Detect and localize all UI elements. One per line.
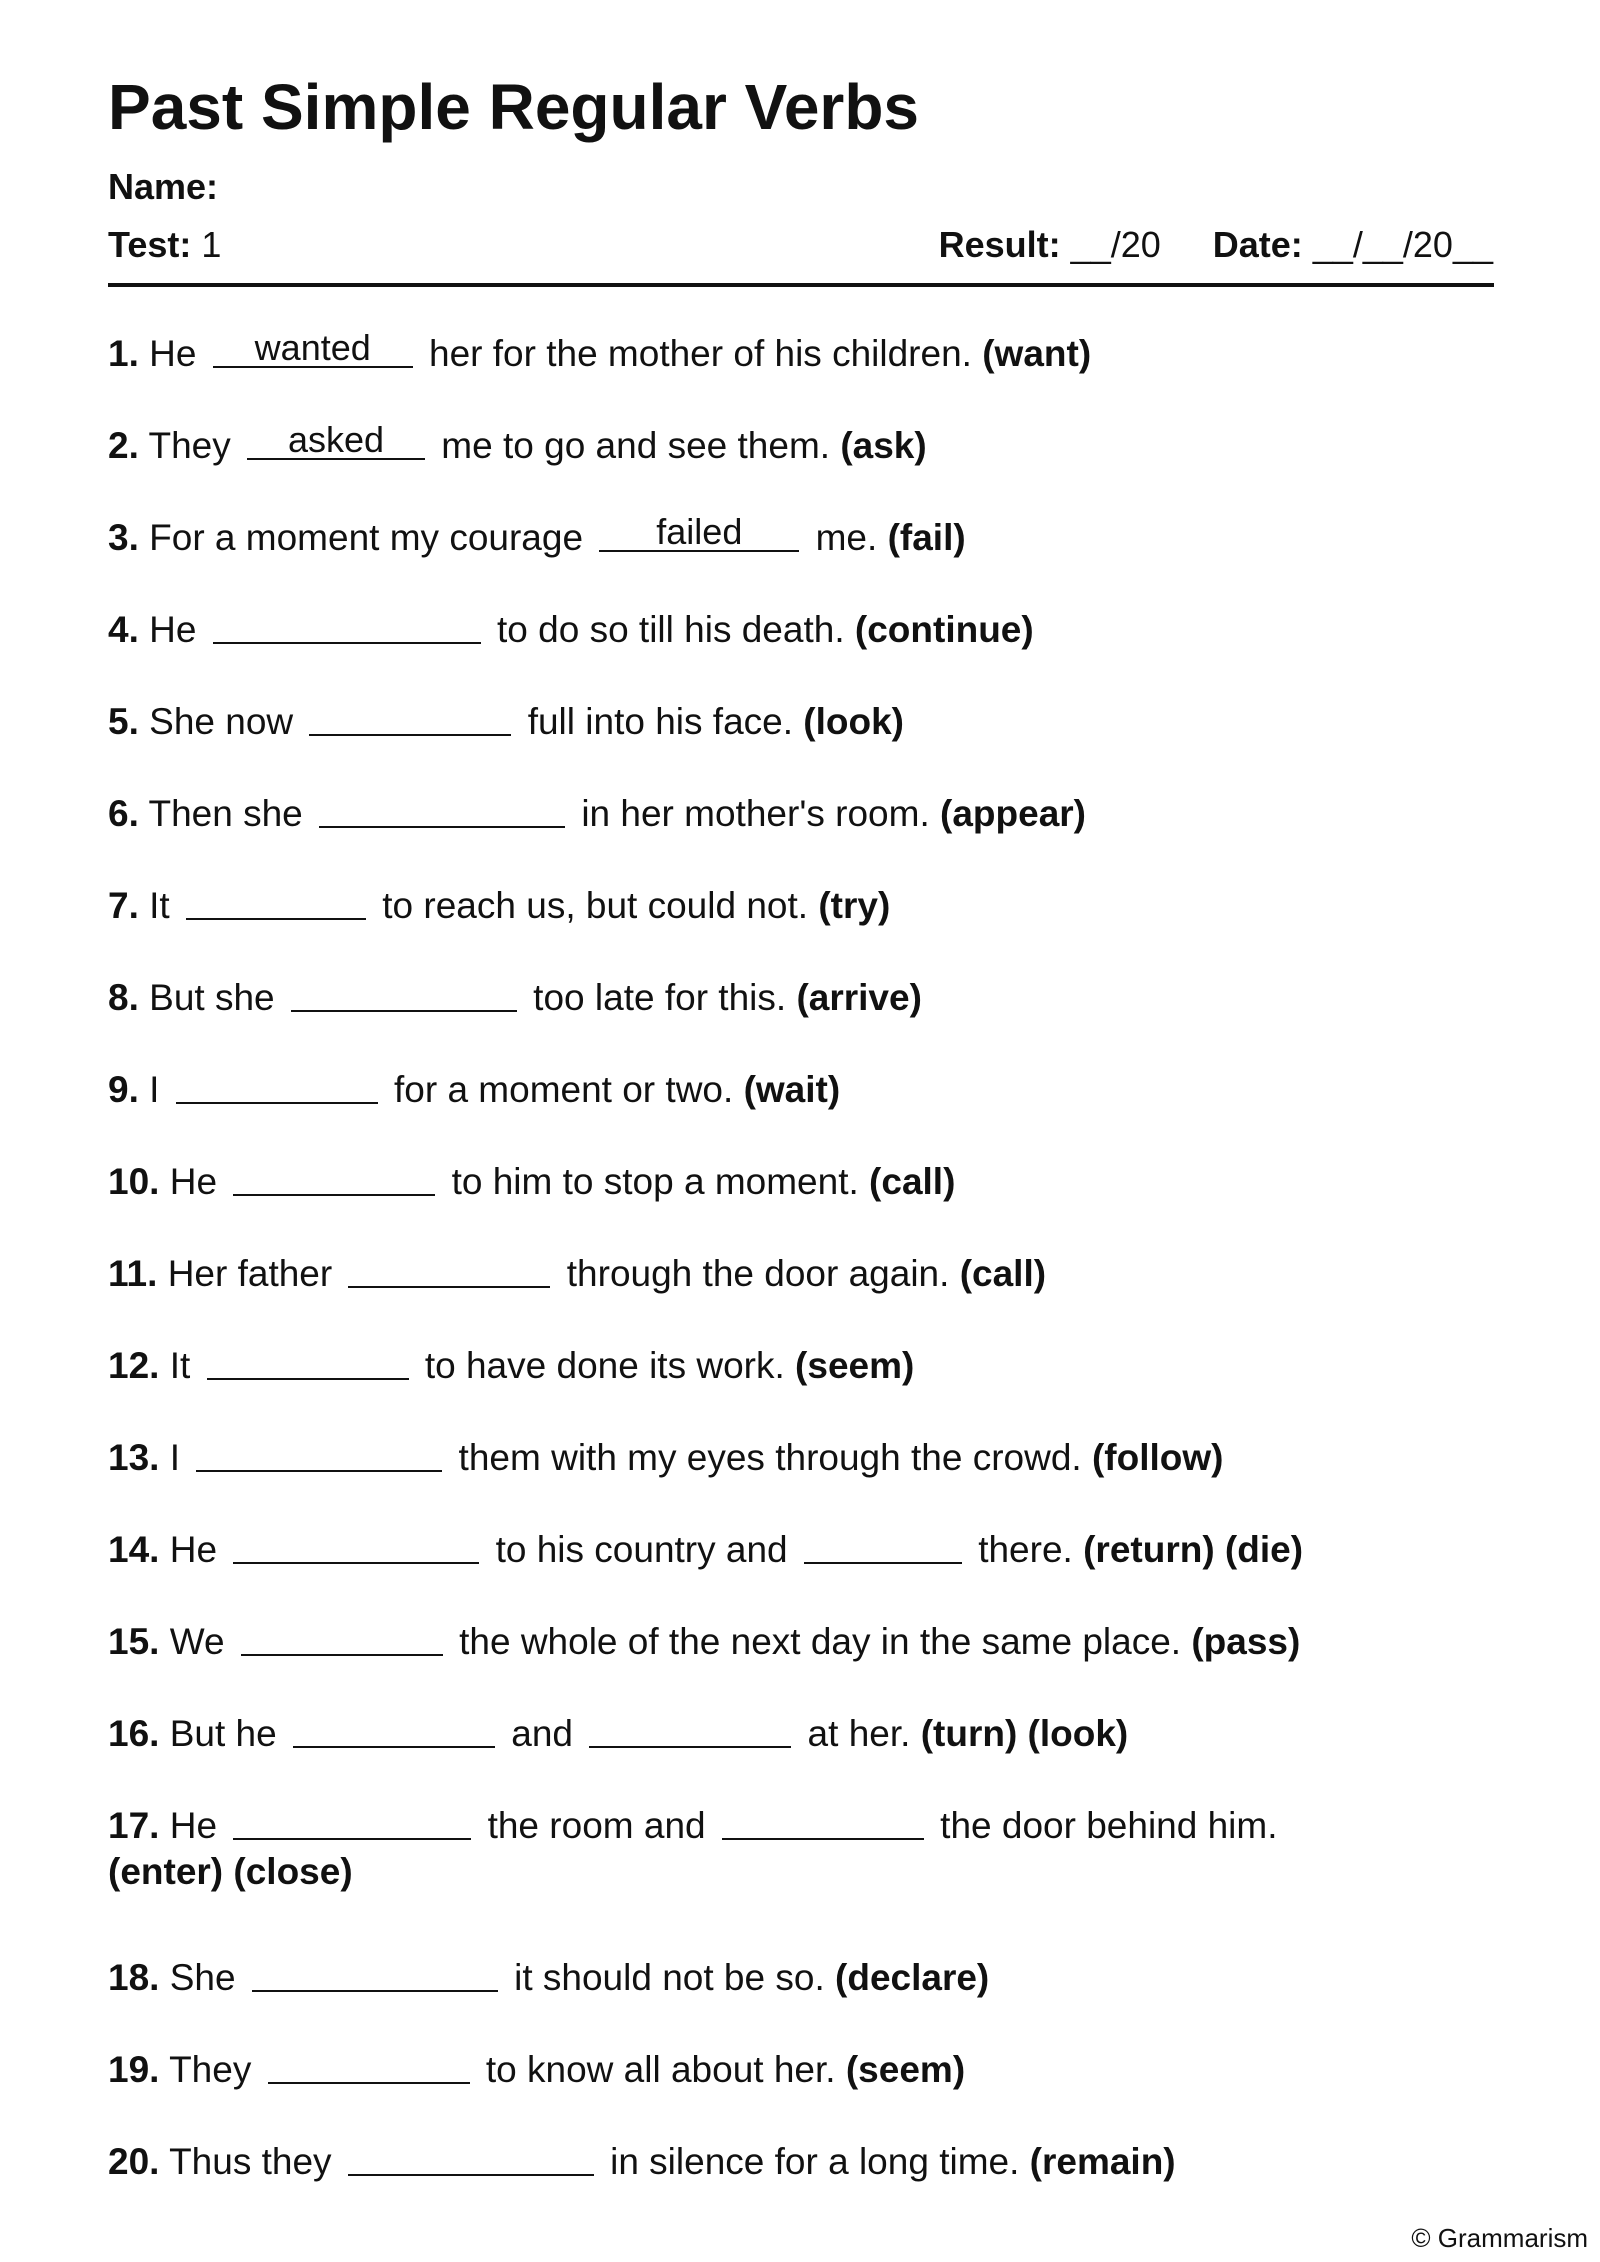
question-2 xyxy=(108,419,1498,469)
verb-hint: (ask) xyxy=(840,425,927,466)
question-text: But she xyxy=(149,977,285,1018)
question-text: to have done its work. xyxy=(414,1345,796,1386)
answer-blank[interactable] xyxy=(293,1710,495,1748)
question-text: They xyxy=(169,2049,262,2090)
verb-hint: (continue) xyxy=(854,609,1034,650)
question-number: 5. xyxy=(108,701,139,742)
question-number: 8. xyxy=(108,977,139,1018)
copyright-footer: © Grammarism xyxy=(1411,2223,1588,2253)
question-16 xyxy=(108,1710,1498,1757)
question-text: He xyxy=(149,609,207,650)
verb-hint: (fail) xyxy=(887,517,966,558)
question-text: He xyxy=(169,1161,228,1202)
answer-text: failed xyxy=(656,511,743,552)
answer-blank[interactable] xyxy=(213,327,413,368)
question-10 xyxy=(108,1158,1498,1205)
question-12 xyxy=(108,1342,1498,1389)
question-text: to reach us, but could not. xyxy=(371,885,819,926)
question-text: me to go and see them. xyxy=(431,425,841,466)
question-text: Her father xyxy=(167,1253,343,1294)
question-17 xyxy=(108,1802,1498,1895)
question-7 xyxy=(108,882,1498,929)
question-13 xyxy=(108,1434,1498,1481)
question-9 xyxy=(108,1066,1498,1113)
verb-hint: (appear) xyxy=(940,793,1087,834)
question-text: to do so till his death. xyxy=(486,609,855,650)
question-text: the room and xyxy=(477,1805,716,1846)
answer-blank[interactable] xyxy=(589,1710,791,1748)
question-text: Thus they xyxy=(169,2141,342,2182)
answer-blank[interactable] xyxy=(348,1250,550,1288)
test-info xyxy=(108,224,221,266)
question-number: 19. xyxy=(108,2049,160,2090)
question-text: me. xyxy=(805,517,888,558)
question-number: 3. xyxy=(108,517,139,558)
verb-hint: (return) (die) xyxy=(1083,1529,1304,1570)
question-4 xyxy=(108,606,1498,653)
answer-blank[interactable] xyxy=(233,1526,479,1564)
question-text: We xyxy=(169,1621,235,1662)
question-20 xyxy=(108,2138,1498,2185)
question-number: 18. xyxy=(108,1957,160,1998)
question-number: 11. xyxy=(108,1253,158,1294)
verb-hint: (seem) xyxy=(845,2049,966,2090)
question-number: 7. xyxy=(108,885,139,926)
verb-hint: (try) xyxy=(818,885,891,926)
question-text: to his country and xyxy=(485,1529,798,1570)
question-number: 10. xyxy=(108,1161,160,1202)
question-number: 14. xyxy=(108,1529,160,1570)
verb-hint: (remain) xyxy=(1029,2141,1176,2182)
date-field xyxy=(1213,224,1493,266)
verb-hint: (wait) xyxy=(743,1069,841,1110)
question-number: 1. xyxy=(108,333,139,374)
verb-hint: (want) xyxy=(982,333,1092,374)
answer-blank[interactable] xyxy=(186,882,366,920)
question-text: He xyxy=(169,1529,228,1570)
question-14 xyxy=(108,1526,1498,1573)
question-text: and xyxy=(500,1713,584,1754)
question-1 xyxy=(108,327,1498,377)
question-number: 9. xyxy=(108,1069,139,1110)
header-divider xyxy=(108,283,1494,287)
answer-blank[interactable] xyxy=(176,1066,378,1104)
name-label: Name: xyxy=(108,166,219,207)
question-number: 15. xyxy=(108,1621,160,1662)
question-text: the door behind him. xyxy=(929,1805,1278,1846)
answer-blank[interactable] xyxy=(233,1802,471,1840)
test-label: Test: xyxy=(108,224,192,265)
result-date-info xyxy=(939,224,1493,266)
question-text: He xyxy=(149,333,207,374)
question-text: the whole of the next day in the same place. xyxy=(448,1621,1192,1662)
question-number: 4. xyxy=(108,609,139,650)
verb-hint: (look) xyxy=(803,701,904,742)
test-value: 1 xyxy=(201,224,222,265)
answer-blank[interactable] xyxy=(268,2046,470,2084)
answer-blank[interactable] xyxy=(599,511,799,552)
question-text: For a moment my courage xyxy=(149,517,594,558)
verb-hint: (call) xyxy=(869,1161,956,1202)
question-18 xyxy=(108,1954,1498,2001)
question-text: there. xyxy=(967,1529,1084,1570)
verb-hint: (arrive) xyxy=(796,977,922,1018)
question-text: She xyxy=(169,1957,246,1998)
question-number: 16. xyxy=(108,1713,160,1754)
question-text: He xyxy=(169,1805,228,1846)
question-text: It xyxy=(149,885,180,926)
answer-text: asked xyxy=(287,419,385,460)
question-text: her for the mother of his children. xyxy=(418,333,983,374)
question-text: It xyxy=(169,1345,201,1386)
verb-hint: (seem) xyxy=(795,1345,915,1386)
answer-blank[interactable] xyxy=(207,1342,409,1380)
verb-hint: (call) xyxy=(959,1253,1047,1294)
question-6 xyxy=(108,790,1498,837)
question-number: 20. xyxy=(108,2141,160,2182)
question-text: I xyxy=(149,1069,170,1110)
question-number: 2. xyxy=(108,425,139,466)
answer-text: wanted xyxy=(254,327,371,368)
answer-blank[interactable] xyxy=(252,1954,498,1992)
question-text: for a moment or two. xyxy=(383,1069,744,1110)
date-value: __/__/20__ xyxy=(1312,224,1493,265)
result-value: __/20 xyxy=(1070,224,1161,265)
answer-blank[interactable] xyxy=(309,698,511,736)
question-3 xyxy=(108,511,1498,561)
question-text: to know all about her. xyxy=(475,2049,846,2090)
question-number: 17. xyxy=(108,1805,160,1846)
date-label: Date: xyxy=(1212,224,1303,265)
question-8 xyxy=(108,974,1498,1021)
question-text: in silence for a long time. xyxy=(599,2141,1030,2182)
question-11 xyxy=(108,1250,1498,1297)
verb-hint: (declare) xyxy=(835,1957,990,1998)
answer-blank[interactable] xyxy=(241,1618,443,1656)
question-text: She now xyxy=(149,701,304,742)
question-15 xyxy=(108,1618,1498,1665)
question-text: in her mother's room. xyxy=(571,793,941,834)
result-label: Result: xyxy=(938,224,1061,265)
answer-blank[interactable] xyxy=(247,419,425,460)
question-text: They xyxy=(148,425,242,466)
question-text: through the door again. xyxy=(556,1253,960,1294)
question-text: it should not be so. xyxy=(503,1957,836,1998)
question-text: at her. xyxy=(797,1713,921,1754)
answer-blank[interactable] xyxy=(319,790,565,828)
question-text: to him to stop a moment. xyxy=(441,1161,870,1202)
verb-hint: (turn) (look) xyxy=(920,1713,1129,1754)
verb-hint: (follow) xyxy=(1091,1437,1224,1478)
question-number: 13. xyxy=(108,1437,160,1478)
question-text: I xyxy=(169,1437,191,1478)
question-text: them with my eyes through the crowd. xyxy=(448,1437,1092,1478)
verb-hint: (enter) (close) xyxy=(108,1851,353,1892)
answer-blank[interactable] xyxy=(233,1158,435,1196)
question-5 xyxy=(108,698,1498,745)
question-number: 12. xyxy=(108,1345,160,1386)
question-text: too late for this. xyxy=(522,977,797,1018)
question-number: 6. xyxy=(108,793,139,834)
answer-blank[interactable] xyxy=(348,2138,594,2176)
question-text: But he xyxy=(169,1713,287,1754)
answer-blank[interactable] xyxy=(291,974,517,1012)
result-field xyxy=(939,224,1161,266)
page-title: Past Simple Regular Verbs xyxy=(108,71,919,143)
answer-blank[interactable] xyxy=(722,1802,924,1840)
question-19 xyxy=(108,2046,1498,2093)
answer-blank[interactable] xyxy=(213,606,481,644)
answer-blank[interactable] xyxy=(196,1434,442,1472)
answer-blank[interactable] xyxy=(804,1526,962,1564)
question-text: full into his face. xyxy=(517,701,804,742)
verb-hint: (pass) xyxy=(1191,1621,1301,1662)
question-text: Then she xyxy=(148,793,314,834)
